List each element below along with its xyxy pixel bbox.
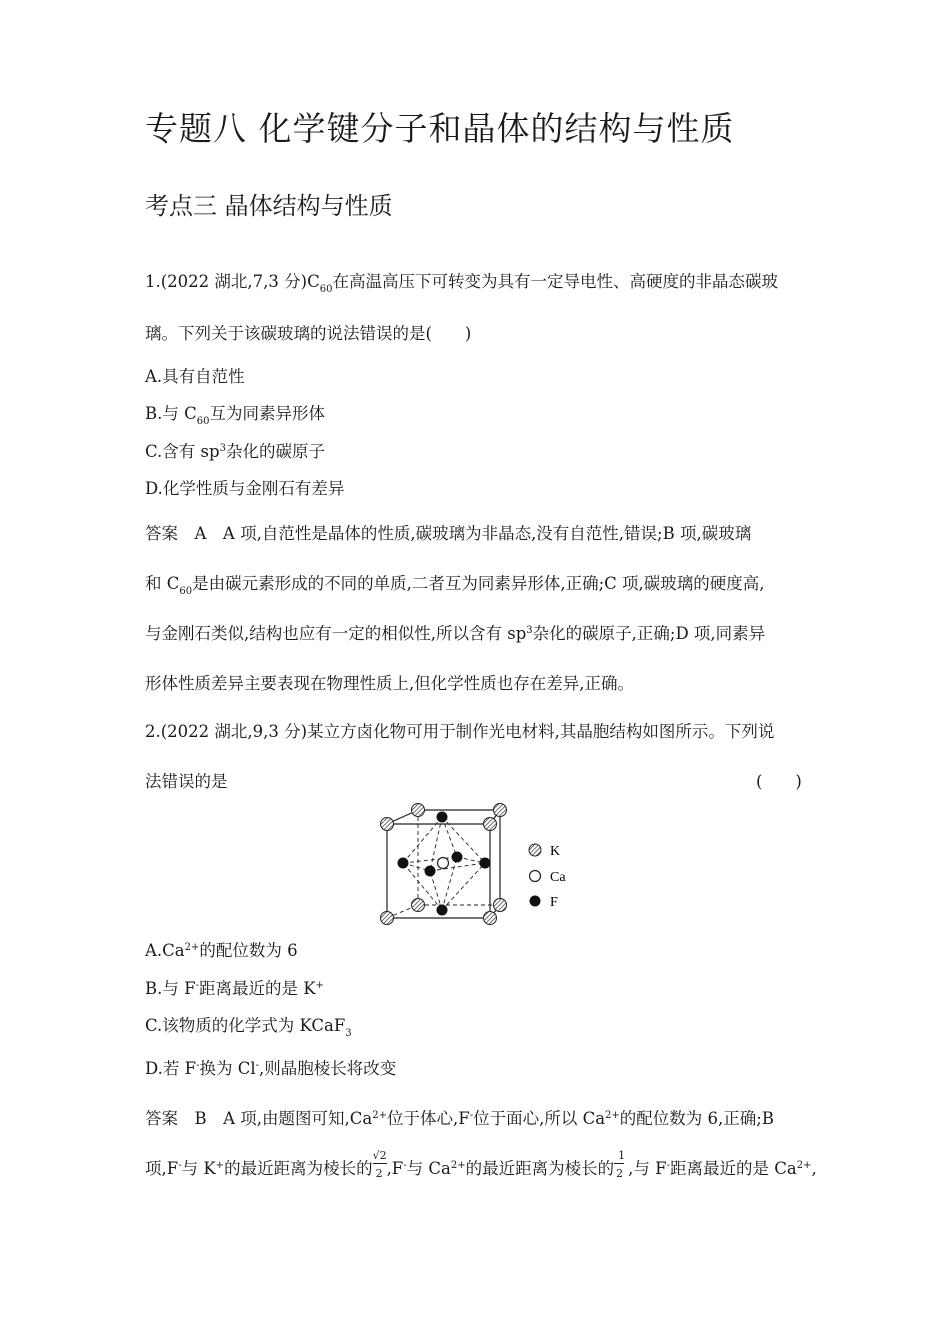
- q2-option-c: C.该物质的化学式为 KCaF$_3$: [145, 1016, 352, 1039]
- legend-ca-marker: [530, 871, 541, 882]
- q1-stem-line1: 1.(2022 湖北,7,3 分)$C_{60}$在高温高压下可转变为具有一定导电性、高硬度的非晶态碳玻: [145, 272, 778, 295]
- q1-stem-line2: 璃。下列关于该碳玻璃的说法错误的是( ): [145, 324, 472, 343]
- q1-answer-line1: 答案 A A 项,自范性是晶体的性质,碳玻璃为非晶态,没有自范性,错误;B 项,碳玻璃: [145, 524, 752, 543]
- page-title: 专题八 化学键分子和晶体的结构与性质: [145, 109, 735, 148]
- q2-answer-line1: 答案 B A 项,由题图可知$,Ca^{2+}$位于体心,F-位于面心,所以 $Ca^{2+}$的配位数为 6,正确;B: [145, 1109, 774, 1128]
- fraction-1-over-2: $\frac{1}{2}$: [616, 1148, 626, 1180]
- q1-option-b: B.与 $C_{60}$互为同素异形体: [145, 404, 325, 427]
- legend-ca-label: Ca: [550, 870, 566, 885]
- q2-answer-line2: 项,F-与 K+的最近距离为棱长的 $\frac{√2}{2}$ ,F-与 $Ca^{2+}$的最近距离为棱长的 $\frac{1}{2}$ ,与 F-距离最近的是 $Ca^{2+}$,: [145, 1148, 817, 1180]
- section-heading: 考点三 晶体结构与性质: [145, 192, 393, 220]
- q2-option-b: B.与 F-距离最近的是 K+: [145, 979, 324, 998]
- crystal-cell-diagram: [375, 800, 585, 930]
- q1-option-a: A.具有自范性: [145, 367, 245, 386]
- legend-f-marker: [530, 896, 541, 907]
- legend-f-label: F: [550, 895, 558, 910]
- q1-answer-line3: 与金刚石类似,结构也应有一定的相似性,所以含有 $sp^3$杂化的碳原子,正确;D 项,同素异: [145, 624, 766, 643]
- legend: [529, 844, 566, 910]
- q2-stem-line2: 法错误的是: [145, 772, 228, 791]
- answer-blank: ( ): [756, 772, 802, 791]
- q1-answer-line4: 形体性质差异主要表现在物理性质上,但化学性质也存在差异,正确。: [145, 674, 634, 693]
- q1-option-c: C.含有 $sp^3$杂化的碳原子: [145, 442, 325, 461]
- q2-option-a: $A.Ca^{2+}$的配位数为 6: [145, 941, 298, 960]
- legend-k-label: K: [550, 844, 561, 859]
- q2-option-d: D.若 F-换为 Cl-,则晶胞棱长将改变: [145, 1059, 397, 1078]
- q2-stem-line1: 2.(2022 湖北,9,3 分)某立方卤化物可用于制作光电材料,其晶胞结构如图所示。下列说: [145, 722, 775, 741]
- q1-option-d: D.化学性质与金刚石有差异: [145, 479, 345, 498]
- ca-atom: [438, 858, 449, 869]
- fraction-sqrt2-over-2: $\frac{√2}{2}$: [372, 1148, 387, 1180]
- q1-answer-line2: 和 $C_{60}$是由碳元素形成的不同的单质,二者互为同素异形体,正确;C 项,碳玻璃的硬度高,: [145, 574, 765, 597]
- legend-k-marker: [529, 844, 541, 856]
